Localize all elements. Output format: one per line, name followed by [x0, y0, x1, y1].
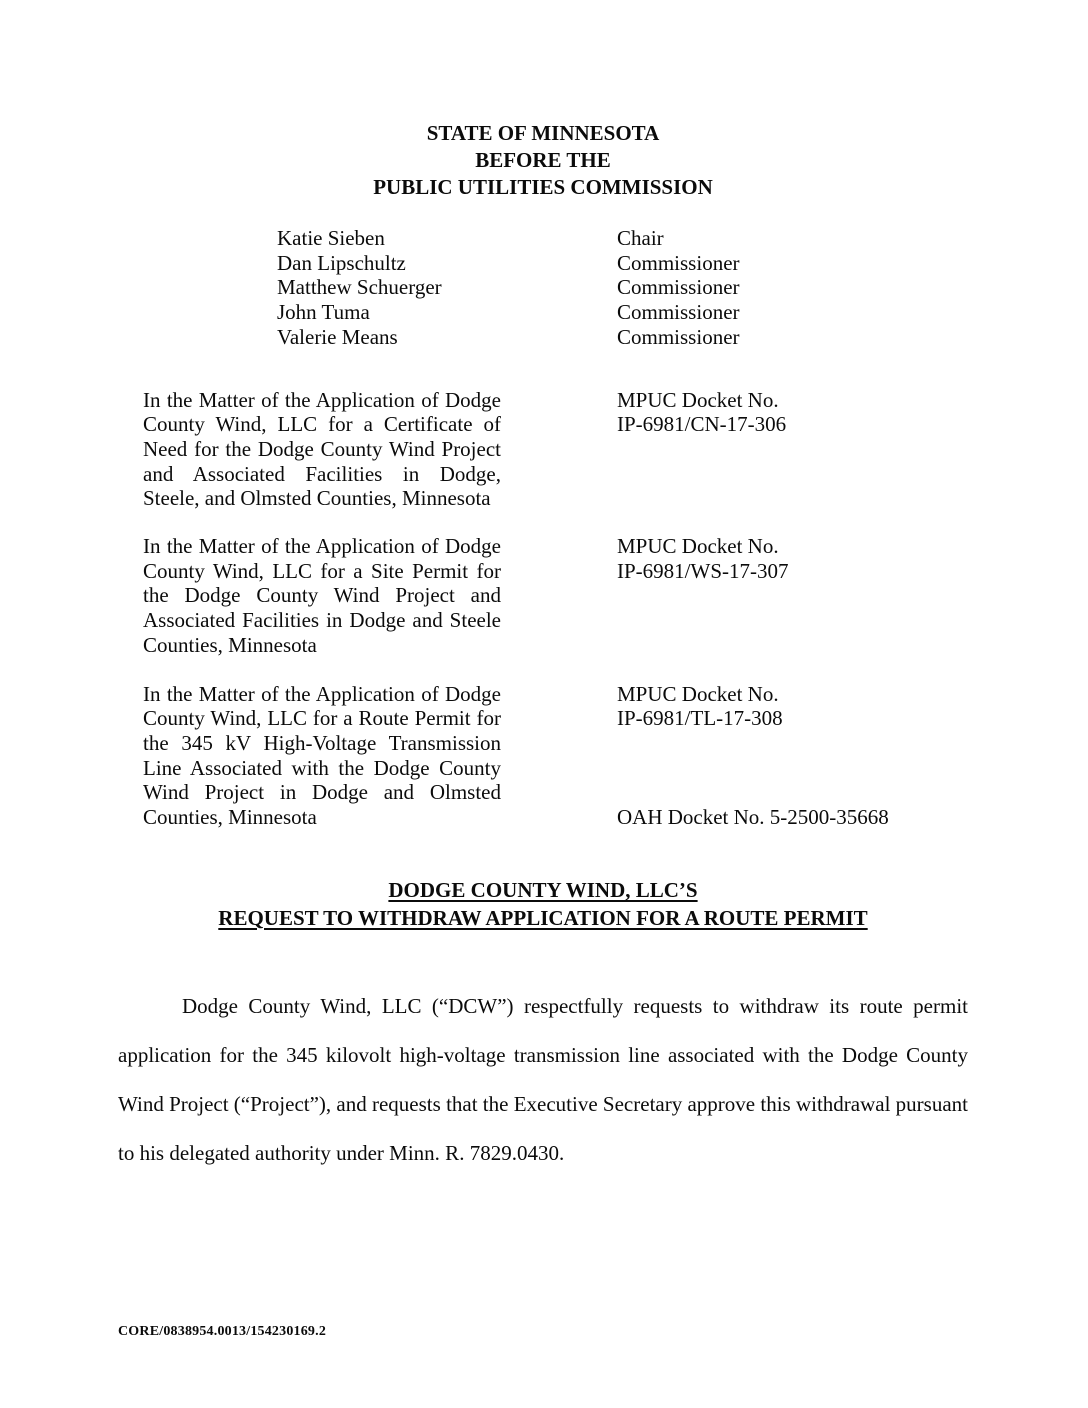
docket-entry — [617, 534, 968, 583]
document-control-number: CORE/0838954.0013/154230169.2 — [118, 1324, 327, 1339]
commissioner-row — [277, 251, 968, 276]
docket-number: IP-6981/TL-17-308 — [617, 706, 783, 731]
docket-label: MPUC Docket No. — [617, 534, 779, 559]
court-header — [118, 120, 968, 201]
commissioner-row — [277, 325, 968, 350]
docket-column — [617, 682, 968, 830]
request-paragraph: Dodge County Wind, LLC (“DCW”) respectfully requests to withdraw its route permit application for the 345 kilovolt high-voltage transmission line associated with the Dodge County Wind Project (“Project”), and requests that the Executive Secretary approve this withdrawal pursuant to his delegated authority under Minn. R. 7829.0430. — [118, 993, 968, 1165]
commissioner-name: Valerie Means — [277, 324, 398, 349]
docket-number: IP-6981/WS-17-307 — [617, 558, 789, 583]
commissioner-row — [277, 275, 968, 300]
docket-entry — [617, 388, 968, 437]
docket-number: IP-6981/CN-17-306 — [617, 412, 787, 437]
document-title-line-1: DODGE COUNTY WIND, LLC’S — [388, 877, 698, 902]
commissioner-list — [118, 226, 968, 350]
commissioner-name: John Tuma — [277, 300, 370, 325]
docket-entry — [617, 682, 968, 731]
header-commission-line: PUBLIC UTILITIES COMMISSION — [373, 175, 713, 199]
matter-caption: In the Matter of the Application of Dodge County Wind, LLC for a Site Permit for the Dodge County Wind Project and Associated Facilities in Dodge and Steele Counties, Minnesota — [143, 534, 501, 657]
matter-route-permit — [118, 682, 968, 830]
header-before-line: BEFORE THE — [475, 148, 611, 172]
docket-column — [617, 388, 968, 512]
commissioner-name: Matthew Schuerger — [277, 275, 442, 300]
commissioner-name: Katie Sieben — [277, 226, 385, 250]
commissioner-title: Commissioner — [617, 324, 740, 349]
header-state-line: STATE OF MINNESOTA — [426, 121, 660, 145]
commissioner-row — [277, 300, 968, 325]
matter-certificate-of-need — [118, 388, 968, 512]
commissioner-title: Commissioner — [617, 275, 740, 300]
oah-docket-number: OAH Docket No. 5-2500-35668 — [617, 805, 889, 830]
commissioner-title: Commissioner — [617, 300, 740, 325]
matter-caption: In the Matter of the Application of Dodge County Wind, LLC for a Certificate of Need for the Dodge County Wind Project and Associated Facilities in Dodge, Steele, and Olmsted Counties, Minnesota — [143, 387, 501, 511]
document-title-line-2: REQUEST TO WITHDRAW APPLICATION FOR A ROUTE PERMIT — [218, 905, 868, 930]
docket-label: MPUC Docket No. — [617, 387, 779, 412]
matter-site-permit — [118, 534, 968, 658]
commissioner-title: Chair — [617, 226, 664, 250]
matter-caption: In the Matter of the Application of Dodge County Wind, LLC for a Route Permit for the 345 kV High-Voltage Transmission Line Associated with the Dodge County Wind Project in Dodge and Olmsted Counties, Minnesota — [143, 681, 501, 830]
commissioner-title: Commissioner — [617, 250, 740, 275]
docket-column — [617, 534, 968, 658]
document-title — [118, 876, 968, 932]
docket-label: MPUC Docket No. — [617, 681, 779, 706]
commissioner-name: Dan Lipschultz — [277, 250, 406, 275]
commissioner-row — [277, 226, 968, 251]
